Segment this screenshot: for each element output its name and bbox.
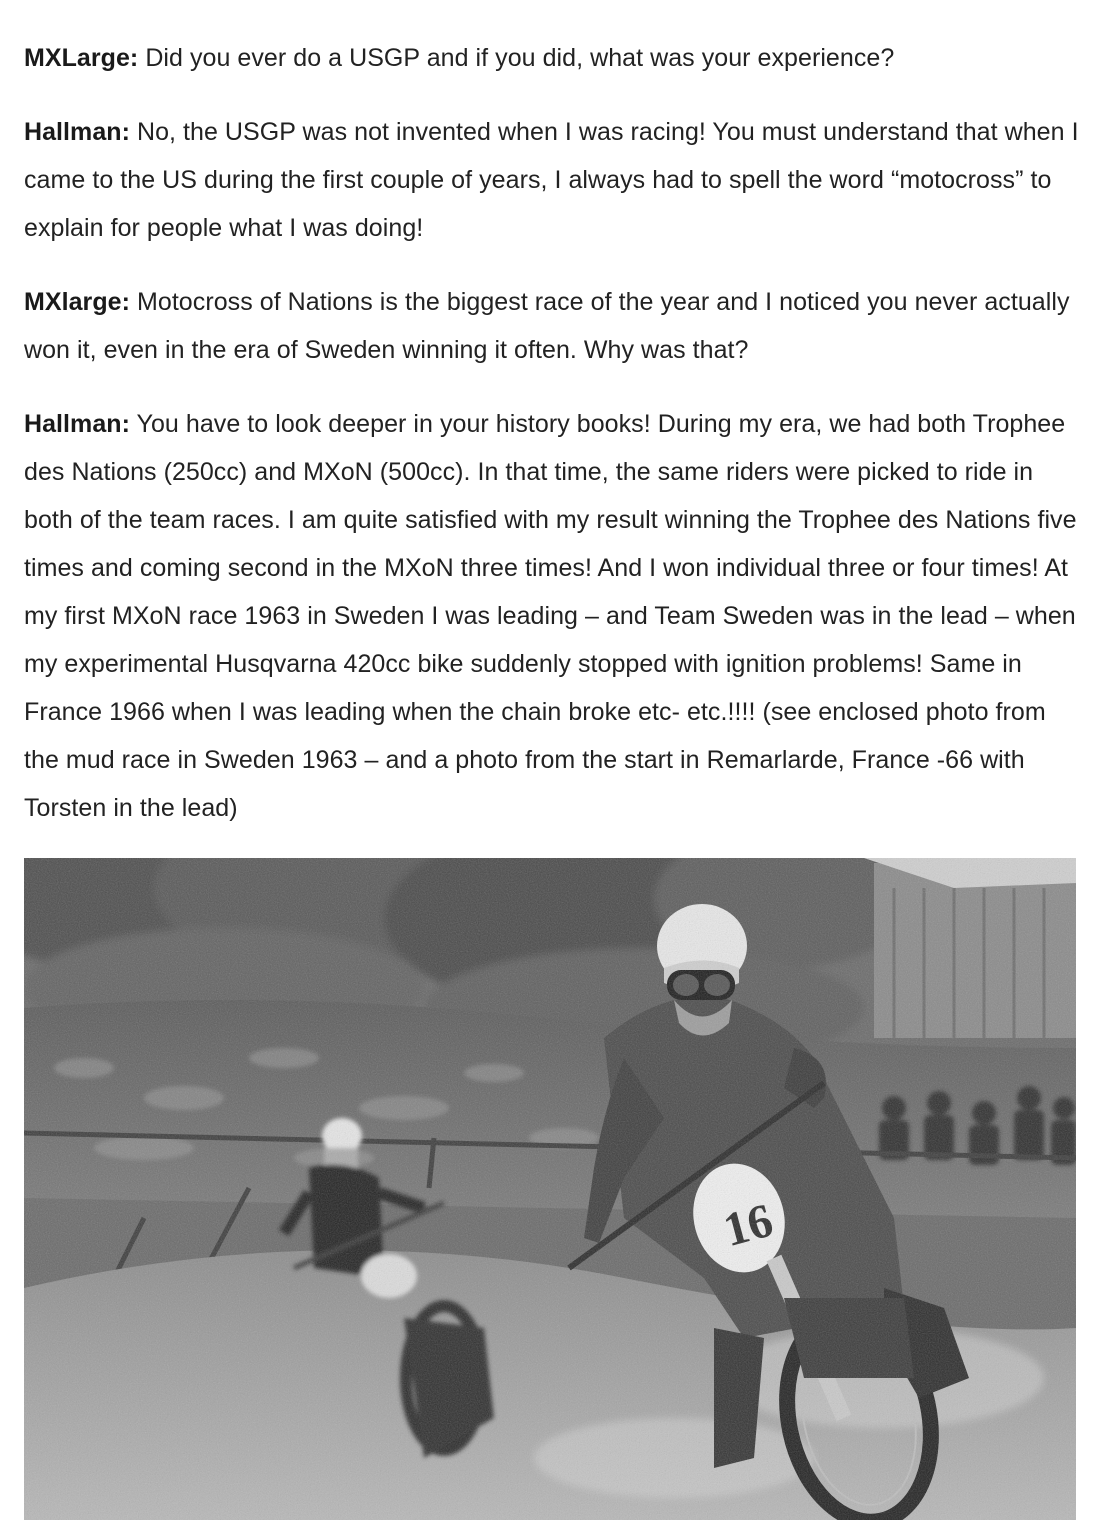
paragraph-text: No, the USGP was not invented when I was racing! You must understand that when I came to the US during the first couple of years, I always had to spell the word “motocross” to explain for people what I was doing!: [24, 118, 1079, 242]
paragraph-text: You have to look deeper in your history books! During my era, we had both Trophee des Nations (250cc) and MXoN (500cc). In that time, the same riders were picked to ride in both of the team races. I am quite satisfied with my result winning the Trophee des Nations five times and coming second in the MXoN three times! And I won individual three or four times! At my first MXoN race 1963 in Sweden I was leading – and Team Sweden was in the lead – when my experimental Husqvarna 420cc bike suddenly stopped with ignition problems! Same in France 1966 when I was leading when the chain broke etc- etc.!!!! (see enclosed photo from the mud race in Sweden 1963 – and a photo from the start in Remarlarde, France -66 with Torsten in the lead): [24, 410, 1077, 822]
race-photo-illustration: [24, 858, 1076, 1520]
race-photo: [24, 858, 1076, 1520]
speaker-label: Hallman:: [24, 118, 130, 146]
speaker-label: Hallman:: [24, 410, 130, 438]
interview-paragraph: [24, 278, 1084, 374]
interview-paragraph: [24, 34, 1084, 82]
interview-paragraph: [24, 400, 1084, 832]
speaker-label: MXlarge:: [24, 288, 130, 316]
speaker-label: MXLarge:: [24, 44, 139, 72]
paragraph-text: Did you ever do a USGP and if you did, what was your experience?: [145, 44, 895, 72]
paragraph-text: Motocross of Nations is the biggest race of the year and I noticed you never actually won it, even in the era of Sweden winning it often. Why was that?: [24, 288, 1070, 364]
article-body: [24, 34, 1084, 858]
interview-paragraph: [24, 108, 1084, 252]
